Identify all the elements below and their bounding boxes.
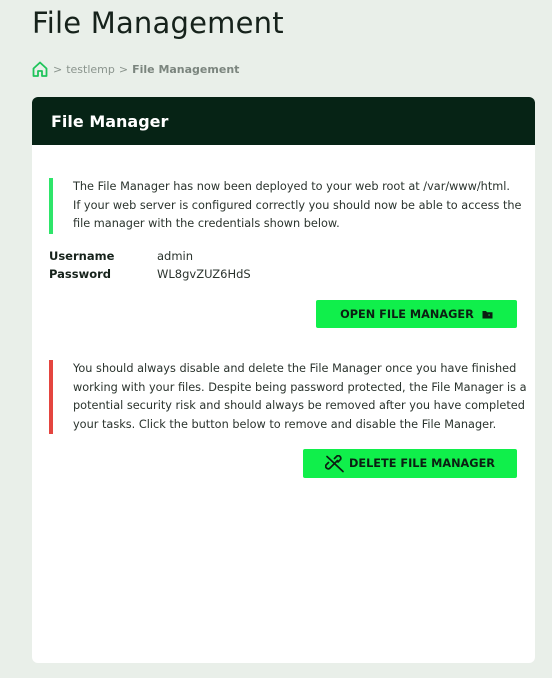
delete-file-manager-button[interactable] — [303, 449, 517, 478]
deploy-notice-line: If your web server is configured correctly you should now be able to access the — [73, 198, 522, 212]
open-file-manager-button[interactable] — [316, 300, 517, 328]
warning-notice-line: potential security risk and should always be removed after you have completed — [73, 399, 525, 412]
warning-notice-line: You should always disable and delete the File Manager once you have finished — [73, 362, 517, 375]
password-label: Password — [49, 267, 111, 281]
card-title: File Manager — [51, 111, 169, 131]
folder-icon — [482, 310, 493, 319]
breadcrumb-item-testlemp[interactable]: testlemp — [66, 62, 115, 76]
breadcrumb-separator: > — [53, 62, 63, 76]
open-file-manager-label: OPEN FILE MANAGER — [340, 307, 474, 321]
page-title: File Management — [32, 6, 284, 40]
password-row — [49, 267, 251, 281]
breadcrumb — [31, 60, 239, 78]
deploy-notice — [49, 178, 533, 234]
unlink-icon — [325, 455, 345, 473]
breadcrumb-separator: > — [118, 62, 129, 76]
password-value: WL8gvZUZ6HdS — [157, 267, 251, 281]
warning-notice-line: working with your files. Despite being password protected, the File Manager is a — [73, 380, 527, 394]
warning-notice-line: your tasks. Click the button below to remove and disable the File Manager. — [73, 417, 497, 431]
warning-notice — [49, 360, 533, 434]
deploy-notice-line: The File Manager has now been deployed to your web root at /var/www/html. — [73, 180, 510, 193]
home-icon[interactable] — [31, 60, 49, 78]
delete-file-manager-label: DELETE FILE MANAGER — [348, 457, 495, 470]
card-header — [32, 97, 535, 145]
username-row — [49, 249, 193, 263]
breadcrumb-item-current: File Management — [132, 62, 240, 76]
username-label: Username — [49, 249, 115, 263]
deploy-notice-line: file manager with the credentials shown below. — [73, 217, 340, 230]
file-manager-card — [32, 97, 535, 663]
username-value: admin — [157, 249, 194, 263]
